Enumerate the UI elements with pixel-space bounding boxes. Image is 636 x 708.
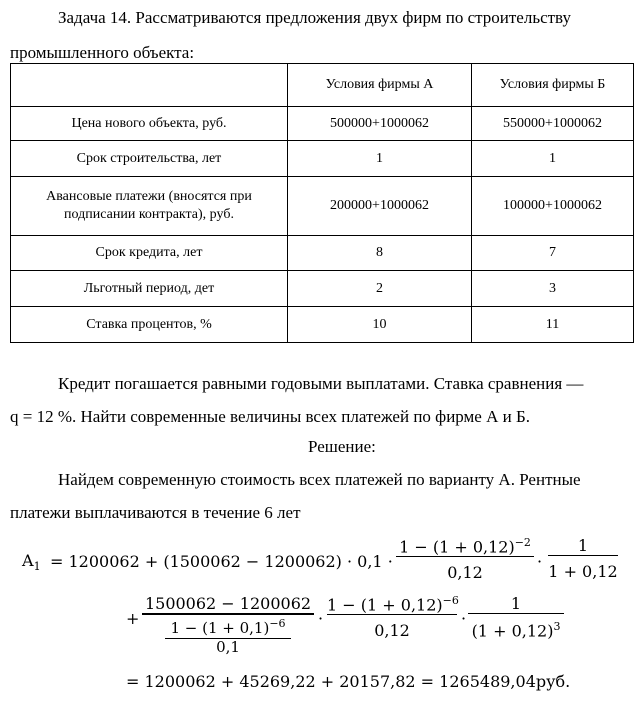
formula-plus: + xyxy=(126,609,140,628)
table-cell-label-line: Авансовые платежи (вносятся при xyxy=(46,189,252,204)
fraction-annuity-1 xyxy=(396,536,534,582)
fraction-numerator-text: 1 − (1 + 0,12) xyxy=(399,537,515,557)
table-cell-a: 10 xyxy=(288,307,472,343)
inner-numerator xyxy=(142,615,314,637)
formula-lhs xyxy=(22,551,41,573)
task-line-1: Задача 14. Рассматриваются предложения двух фирм по строительству xyxy=(58,8,571,27)
fraction-numerator xyxy=(396,536,534,556)
fraction-numerator-text: 1 − (1 + 0,12) xyxy=(327,595,443,615)
table-cell-b: 550000+1000062 xyxy=(472,107,634,141)
find-line-1: Найдем современную стоимость всех платежей по варианту А. Рентные xyxy=(58,470,581,489)
table-header-cell: Условия фирмы А xyxy=(288,64,472,107)
table-cell-b: 1 xyxy=(472,141,634,177)
table-cell-a: 8 xyxy=(288,236,472,271)
fraction-denominator xyxy=(468,620,564,640)
fraction-bar xyxy=(468,613,564,614)
fraction-denominator-text: (1 + 0,12) xyxy=(471,621,554,641)
table-cell-label xyxy=(11,177,288,236)
fraction-denominator xyxy=(142,615,314,656)
formula-result: = 1200062 + 45269,22 + 20157,82 = 1265489,04руб. xyxy=(126,672,571,691)
fraction-numerator: 1 xyxy=(510,594,522,613)
table-header-row xyxy=(11,64,634,107)
fraction-annuity-2 xyxy=(327,594,457,640)
solution-heading: Решение: xyxy=(308,437,376,456)
table-cell-label: Ставка процентов, % xyxy=(11,307,288,343)
fraction-denominator: 1 + 0,12 xyxy=(548,562,618,581)
table-row xyxy=(11,271,634,307)
fraction-denominator: 0,12 xyxy=(374,621,410,641)
fraction-discount-2 xyxy=(468,594,564,640)
fraction-exponent: 3 xyxy=(553,620,561,633)
table-row xyxy=(11,107,634,141)
table-cell-label-line: подписании контракта), руб. xyxy=(64,207,234,222)
fraction-bar xyxy=(548,555,618,556)
table-cell-b: 11 xyxy=(472,307,634,343)
task-line-2: промышленного объекта: xyxy=(10,43,195,62)
fraction-bar xyxy=(396,556,534,557)
table-cell-a: 200000+1000062 xyxy=(288,177,472,236)
table-cell-label: Цена нового объекта, руб. xyxy=(11,107,288,141)
inner-denominator: 0,1 xyxy=(216,638,240,656)
table-cell-b: 7 xyxy=(472,236,634,271)
table-row xyxy=(11,307,634,343)
table-cell-a: 1 xyxy=(288,141,472,177)
formula-lhs-subscript: 1 xyxy=(33,560,41,574)
find-line-2: платежи выплачиваются в течение 6 лет xyxy=(10,503,301,522)
fraction-denominator: 0,12 xyxy=(447,563,483,583)
table-cell-a: 2 xyxy=(288,271,472,307)
fraction-numerator: 1500062 − 1200062 xyxy=(144,594,312,613)
conditions-table xyxy=(10,63,634,343)
fraction-exponent: −2 xyxy=(514,536,531,549)
fraction-numerator: 1 xyxy=(577,536,589,555)
formula-line-1-left: = 1200062 + (1500062 − 1200062) · 0,1 · xyxy=(50,552,393,571)
fraction-payment xyxy=(142,594,314,656)
table-cell-a: 500000+1000062 xyxy=(288,107,472,141)
table-header-cell: Условия фирмы Б xyxy=(472,64,634,107)
table-row xyxy=(11,177,634,236)
table-header-cell xyxy=(11,64,288,107)
table-row xyxy=(11,141,634,177)
fraction-bar xyxy=(327,614,457,615)
inner-exponent: −6 xyxy=(269,617,286,630)
multiply-dot: · xyxy=(537,552,543,571)
fraction-exponent: −6 xyxy=(442,594,459,607)
credit-line-2: q = 12 %. Найти современные величины всех платежей по фирме А и Б. xyxy=(10,407,530,426)
credit-line-1: Кредит погашается равными годовыми выплатами. Ставка сравнения — xyxy=(58,374,584,393)
multiply-dot: · xyxy=(318,609,324,628)
table-row xyxy=(11,236,634,271)
table-cell-label: Льготный период, дет xyxy=(11,271,288,307)
inner-numerator-text: 1 − (1 + 0,1) xyxy=(170,619,270,637)
formula-lhs-symbol: A xyxy=(22,551,34,570)
table-cell-b: 3 xyxy=(472,271,634,307)
table-cell-label: Срок кредита, лет xyxy=(11,236,288,271)
table-cell-label: Срок строительства, лет xyxy=(11,141,288,177)
fraction-numerator xyxy=(327,594,457,614)
fraction-discount-1 xyxy=(548,536,618,581)
multiply-dot: · xyxy=(461,609,467,628)
table-cell-b: 100000+1000062 xyxy=(472,177,634,236)
